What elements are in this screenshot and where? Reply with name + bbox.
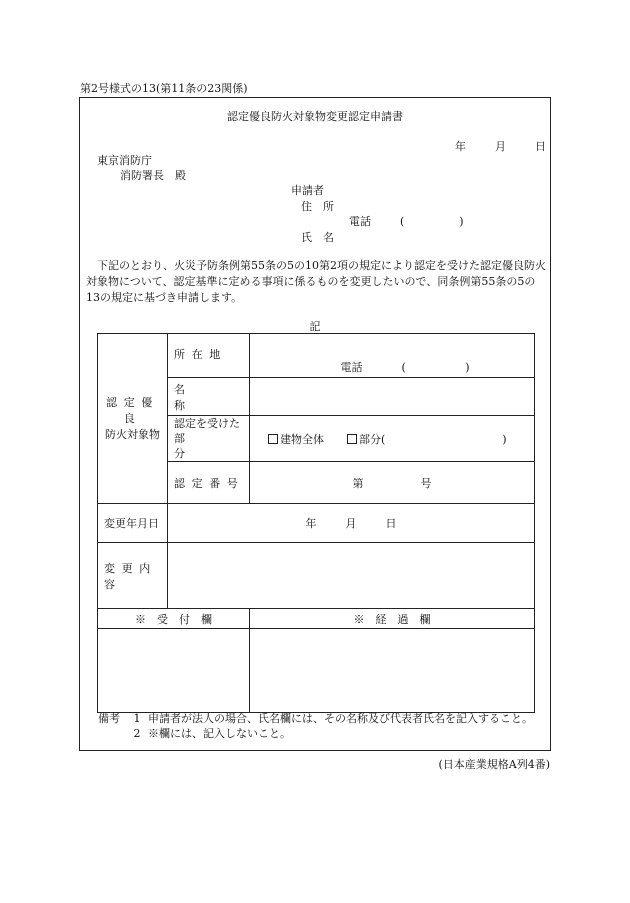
notes xyxy=(98,711,538,741)
applicant-phone-parens: ( ) xyxy=(400,215,470,228)
part-close: ) xyxy=(502,432,507,446)
note-item-1 xyxy=(98,711,538,726)
reception-box xyxy=(98,629,250,713)
applicant-phone xyxy=(349,213,469,229)
group-label-cell xyxy=(98,334,168,504)
cert-go: 号 xyxy=(420,476,432,490)
notes-label: 備考 xyxy=(98,712,120,725)
group-label-1: 認定優良 xyxy=(106,395,159,425)
portion-label-1: 認定を受けた xyxy=(174,417,240,430)
cert-dai: 第 xyxy=(352,476,364,490)
location-label: 所在地 xyxy=(174,348,227,361)
location-phone-parens: ( ) xyxy=(401,361,477,374)
change-day: 日 xyxy=(385,517,397,530)
cert-number-field[interactable] xyxy=(250,462,535,504)
date-month: 月 xyxy=(495,140,506,153)
change-date-field[interactable] xyxy=(168,504,535,543)
location-field[interactable] xyxy=(250,334,535,378)
applicant-address-label: 住 所 xyxy=(301,200,334,213)
note-number: 2 xyxy=(133,727,141,740)
ki-label: 記 xyxy=(309,320,321,333)
paper-size-note: (日本産業規格A列4番) xyxy=(438,758,550,771)
whole-building-checkbox[interactable] xyxy=(268,434,278,444)
date-line xyxy=(455,138,546,154)
name-field[interactable] xyxy=(250,378,535,416)
progress-box xyxy=(250,629,535,713)
portion-label-cell xyxy=(168,416,250,462)
part-checkbox[interactable] xyxy=(347,434,357,444)
note-text: ※欄には、記入しないこと。 xyxy=(148,727,291,740)
form-number: 第2号様式の13(第11条の23関係) xyxy=(80,82,248,95)
portion-field xyxy=(250,416,535,462)
cert-number-label: 認定番号 xyxy=(174,476,245,490)
application-table xyxy=(97,333,535,713)
change-year: 年 xyxy=(305,517,317,530)
change-content-label: 変更内容 xyxy=(104,561,157,591)
note-text: 申請者が法人の場合、氏名欄には、その名称及び代表者氏名を記入すること。 xyxy=(148,712,533,725)
location-phone-label: 電話 xyxy=(340,361,363,374)
change-date-label: 変更年月日 xyxy=(104,517,159,530)
applicant-phone-label: 電話 xyxy=(349,215,371,228)
date-year: 年 xyxy=(455,140,466,153)
form-title: 認定優良防火対象物変更認定申請書 xyxy=(227,110,403,123)
name-label-cell xyxy=(168,378,250,416)
cert-number-label-cell xyxy=(168,462,250,504)
group-label-2: 防火対象物 xyxy=(105,427,160,441)
portion-label-2: 部分 xyxy=(174,432,223,460)
applicant-label: 申請者 xyxy=(291,184,324,197)
progress-header: ※ 経 過 欄 xyxy=(250,609,535,629)
reception-header: ※ 受 付 欄 xyxy=(98,609,250,629)
addressee-line2: 消防署長 殿 xyxy=(120,169,186,182)
change-content-field[interactable] xyxy=(168,543,535,609)
whole-building-label: 建物全体 xyxy=(280,432,324,446)
change-content-label-cell xyxy=(98,543,168,609)
part-label: 部分( xyxy=(359,432,386,446)
change-month: 月 xyxy=(345,517,357,530)
addressee-line1: 東京消防庁 xyxy=(97,154,152,167)
applicant-name-label: 氏 名 xyxy=(301,231,334,244)
name-label: 名称 xyxy=(174,382,214,412)
note-item-2 xyxy=(98,726,538,741)
location-label-cell xyxy=(168,334,250,378)
body-text: 下記のとおり、火災予防条例第55条の5の10第2項の規定により認定を受けた認定優良防火対象物について、認定基準に定める事項に係るものを変更したいので、同条例第55条の5の13の規定に基づき申請します。 xyxy=(86,259,546,304)
change-date-label-cell xyxy=(98,504,168,543)
note-number: 1 xyxy=(133,712,141,725)
date-day: 日 xyxy=(535,140,546,153)
